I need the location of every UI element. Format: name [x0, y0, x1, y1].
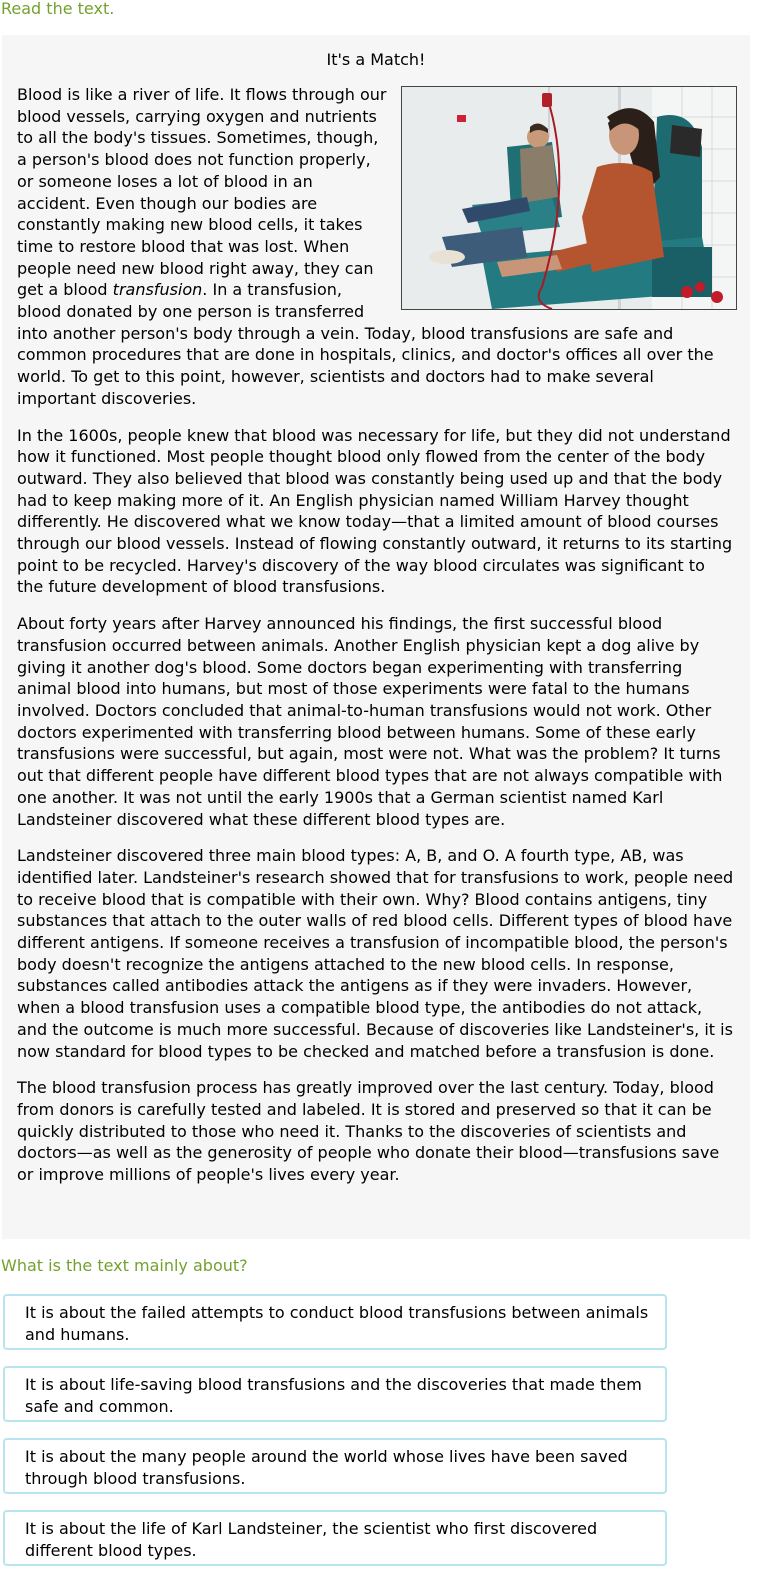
passage-paragraph-2: In the 1600s, people knew that blood was necessary for life, but they did not understand how it functioned. Most people thought blood only flowed from the center of the body outward. They also believed that blood was constantly being used up and that the body had to keep making more of it. An English physician named William Harvey thought differently. He discovered what we know today—that a limited amount of blood courses through our blood vessels. Instead of flowing constantly outward, it returns to its starting point to be recycled. Harvey's discovery of the way blood circulates was significant to the future development of blood transfusions. [17, 425, 733, 597]
passage-paragraph-4: Landsteiner discovered three main blood types: A, B, and O. A fourth type, AB, was identified later. Landsteiner's research showed that for transfusions to work, people need to receive blood that is compatible with their own. Why? Blood contains antigens, tiny substances that attach to the outer walls of red blood cells. Different types of blood have different antigens. If someone receives a transfusion of incompatible blood, the person's body doesn't recognize the antigens attached to the new blood cells. In response, substances called antibodies attack the antigens as if they were invaders. However, when a blood transfusion uses a compatible blood type, the antibodies do not attack, and the outcome is much more successful. Because of discoveries like Landsteiner's, it is now standard for blood types to be checked and matched before a transfusion is done. [17, 846, 734, 1061]
answer-choice-2[interactable]: It is about life-saving blood transfusions and the discoveries that made them safe and common. [3, 1366, 667, 1422]
question-text: What is the text mainly about? [1, 1256, 248, 1275]
passage-paragraph-5: The blood transfusion process has greatly improved over the last century. Today, blood from donors is carefully tested and labeled. It is stored and preserved so that it can be quickly distributed to those who need it. Thanks to the discoveries of scientists and doctors—as well as the generosity of people who donate their blood—transfusions save or improve millions of people's lives every year. [17, 1078, 720, 1185]
photo-illustration [402, 87, 736, 309]
paragraph-1-text-a: Blood is like a river of life. It flows through our blood vessels, carrying oxygen and nutrients to all the body's tissues. Sometimes, though, a person's blood does not function properly, or someone loses a lot of blood in an accident. Even though our bodies are constantly making new blood cells, it takes time to restore blood that was lost. When people need new blood right away, they can get a blood [17, 85, 387, 300]
passage-paragraph-3: About forty years after Harvey announced his findings, the first successful blood transfusion occurred between animals. Another English physician kept a dog alive by giving it another dog's blood. Some doctors began experimenting with transferring animal blood into humans, but most of those experiments were fatal to the humans involved. Doctors concluded that animal-to-human transfusions would not work. Other doctors experimented with transferring blood between humans. Some of these early transfusions were successful, but again, most were not. What was the problem? It turns out that different people have different blood types that are not always compatible with one another. It was not until the early 1900s that a German scientist named Karl Landsteiner discovered what these different blood types are. [17, 614, 723, 829]
passage-title: It's a Match! [326, 50, 426, 69]
answer-choice-1[interactable]: It is about the failed attempts to conduct blood transfusions between animals and humans. [3, 1294, 667, 1350]
term-transfusion: transfusion [112, 280, 203, 300]
reading-passage [2, 35, 750, 1239]
instruction-text: Read the text. [1, 0, 115, 18]
answer-choice-3[interactable]: It is about the many people around the world whose lives have been saved through blood transfusions. [3, 1438, 667, 1494]
paragraph-1-text-b: . In a transfusion, blood donated by one person is transferred into another person's body through a vein. Today, blood transfusions are safe and common procedures that are done in hospitals, clinics, and doctor's offices all over the world. To get to this point, however, scientists and doctors had to make several important discoveries. [17, 280, 714, 408]
blood-donation-photo [401, 86, 737, 310]
passage-paragraph-1 [17, 84, 735, 410]
answer-choice-4[interactable]: It is about the life of Karl Landsteiner, the scientist who first discovered different blood types. [3, 1510, 667, 1566]
